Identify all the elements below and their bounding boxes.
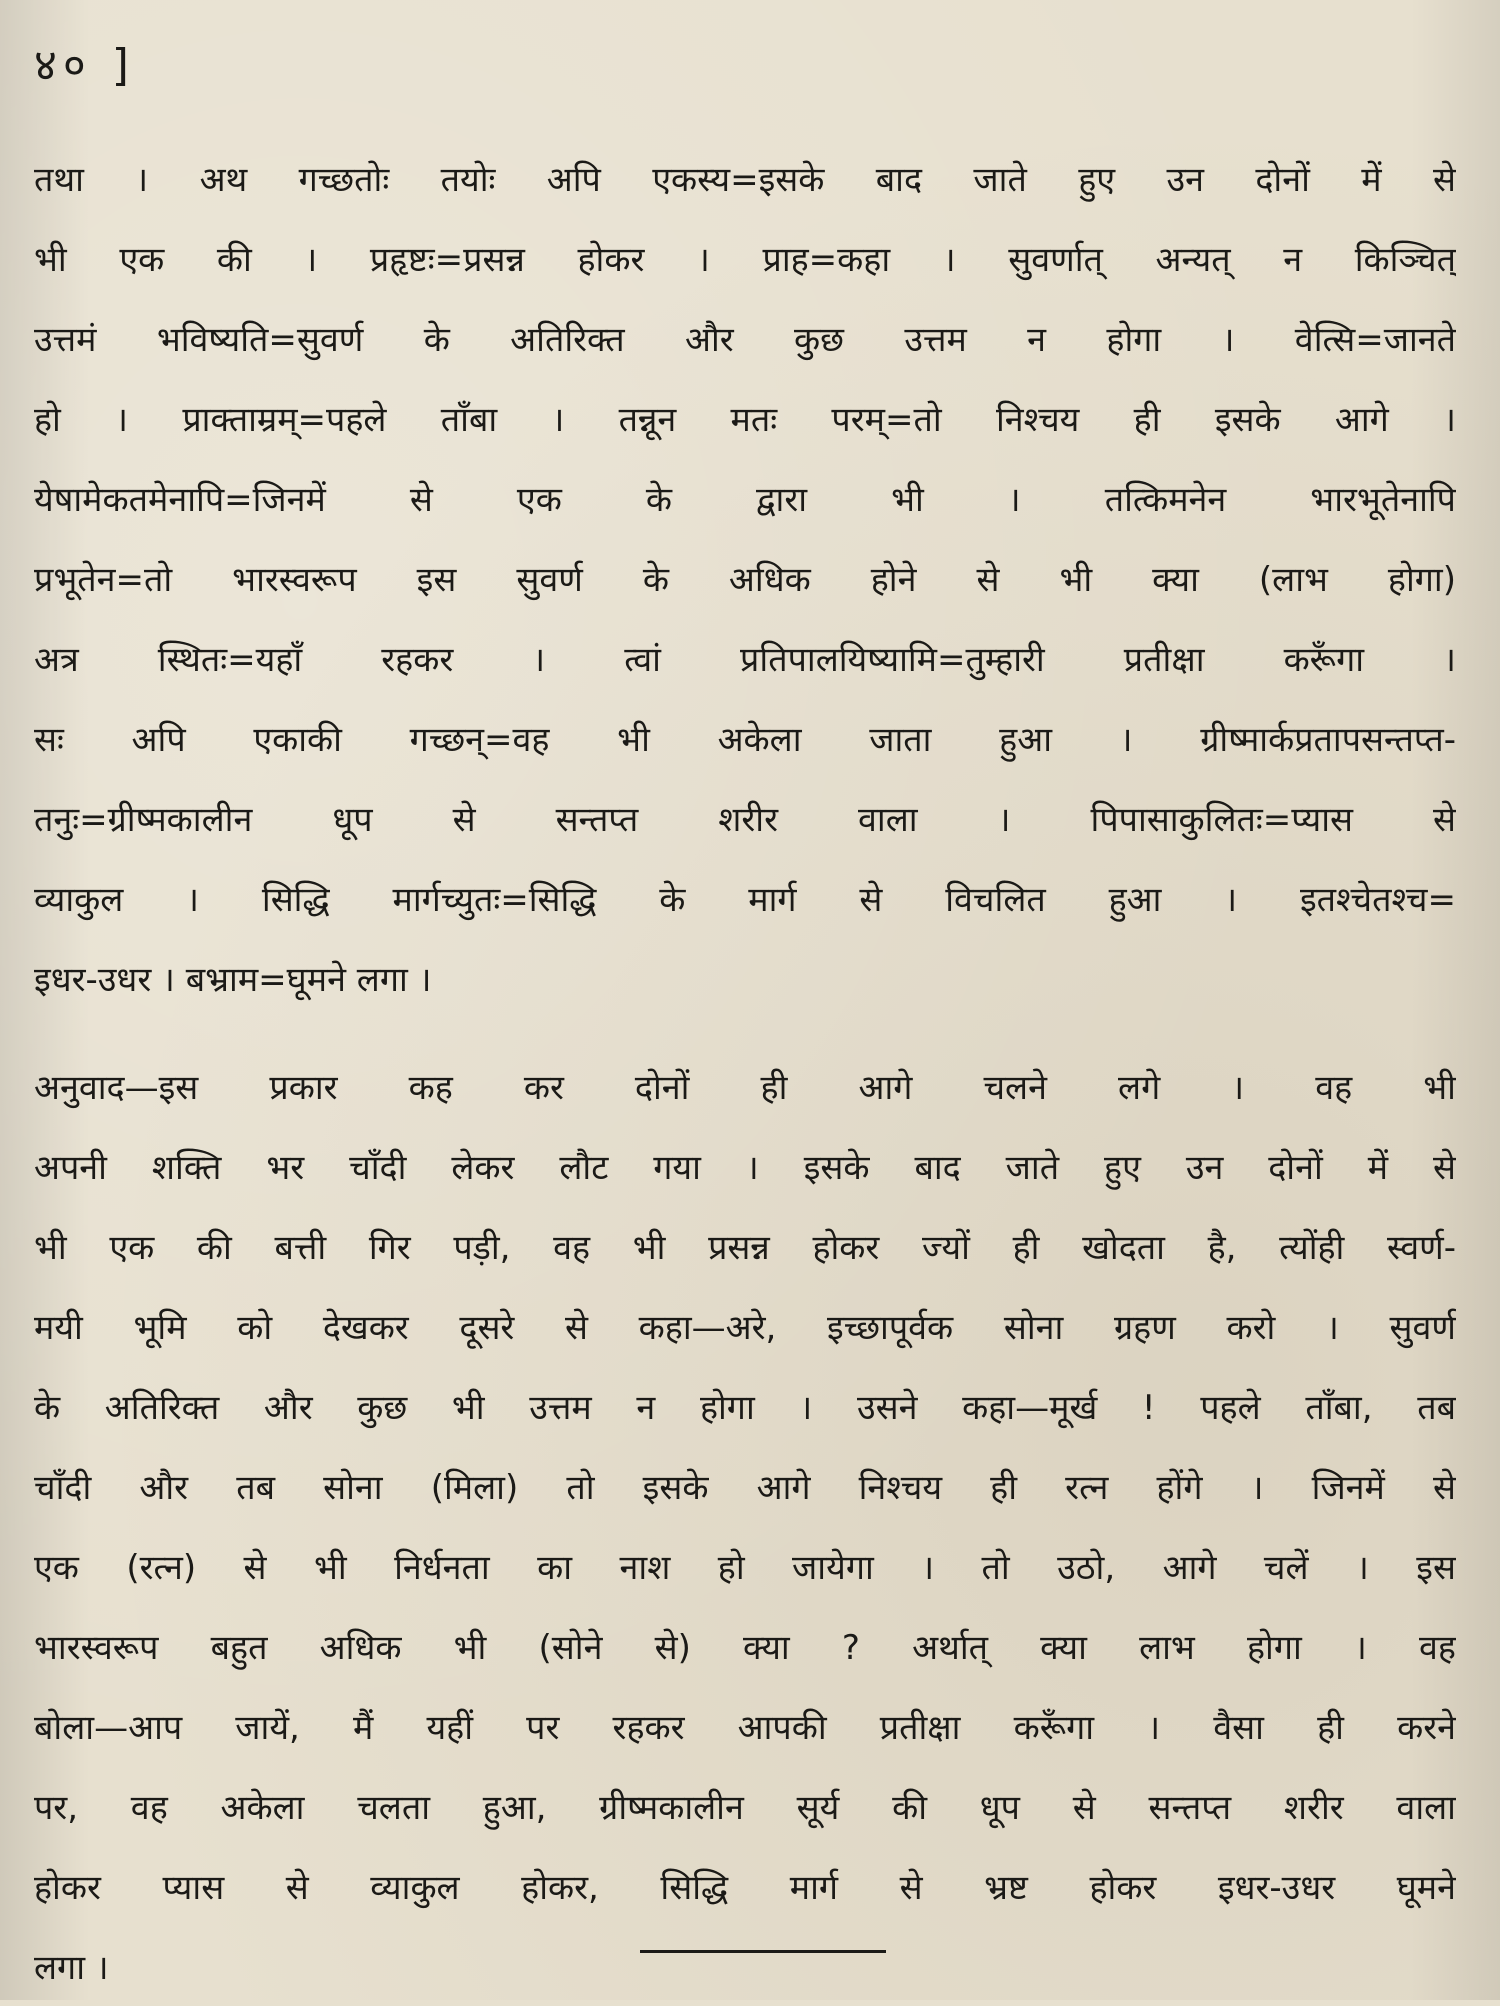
- glossary-line: व्याकुल । सिद्धि मार्गच्युतः=सिद्धि के मार्ग से विचलित हुआ । इतश्चेतश्च=: [34, 880, 1456, 920]
- translation-line: चाँदी और तब सोना (मिला) तो इसके आगे निश्चय ही रत्न होंगे । जिनमें से: [34, 1468, 1456, 1508]
- glossary-line: प्रभूतेन=तो भारस्वरूप इस सुवर्ण के अधिक होने से भी क्या (लाभ होगा): [34, 560, 1456, 600]
- translation-line: लगा ।: [34, 1948, 109, 1988]
- glossary-line: सः अपि एकाकी गच्छन्=वह भी अकेला जाता हुआ । ग्रीष्मार्कप्रतापसन्तप्त-: [34, 720, 1456, 760]
- translation-line: मयी भूमि को देखकर दूसरे से कहा—अरे, इच्छापूर्वक सोना ग्रहण करो । सुवर्ण: [34, 1308, 1456, 1348]
- glossary-line: येषामेकतमेनापि=जिनमें से एक के द्वारा भी । तत्किमनेन भारभूतेनापि: [34, 480, 1456, 520]
- section-divider: [640, 1950, 886, 1953]
- glossary-line: तनुः=ग्रीष्मकालीन धूप से सन्तप्त शरीर वाला । पिपासाकुलितः=प्यास से: [34, 800, 1456, 840]
- translation-line: भारस्वरूप बहुत अधिक भी (सोने से) क्या ? अर्थात् क्या लाभ होगा । वह: [34, 1628, 1456, 1668]
- translation-line: अपनी शक्ति भर चाँदी लेकर लौट गया । इसके बाद जाते हुए उन दोनों में से: [34, 1148, 1456, 1188]
- translation-line: होकर प्यास से व्याकुल होकर, सिद्धि मार्ग से भ्रष्ट होकर इधर-उधर घूमने: [34, 1868, 1456, 1908]
- translation-line: बोला—आप जायें, मैं यहीं पर रहकर आपकी प्रतीक्षा करूँगा । वैसा ही करने: [34, 1708, 1456, 1748]
- glossary-line: तथा । अथ गच्छतोः तयोः अपि एकस्य=इसके बाद जाते हुए उन दोनों में से: [34, 160, 1456, 200]
- glossary-line: उत्तमं भविष्यति=सुवर्ण के अतिरिक्त और कुछ उत्तम न होगा । वेत्सि=जानते: [34, 320, 1456, 360]
- translation-line: भी एक की बत्ती गिर पड़ी, वह भी प्रसन्न होकर ज्यों ही खोदता है, त्योंही स्वर्ण-: [34, 1228, 1456, 1268]
- translation-line: पर, वह अकेला चलता हुआ, ग्रीष्मकालीन सूर्य की धूप से सन्तप्त शरीर वाला: [34, 1788, 1456, 1828]
- glossary-line: हो । प्राक्ताम्रम्=पहले ताँबा । तन्नून मतः परम्=तो निश्चय ही इसके आगे ।: [34, 400, 1456, 440]
- translation-line: अनुवाद—इस प्रकार कह कर दोनों ही आगे चलने लगे । वह भी: [34, 1068, 1456, 1108]
- page-number: ४० ]: [34, 40, 135, 91]
- glossary-line: भी एक की । प्रहृष्टः=प्रसन्न होकर । प्राह=कहा । सुवर्णात् अन्यत् न किञ्चित्: [34, 240, 1456, 280]
- translation-line: एक (रत्न) से भी निर्धनता का नाश हो जायेगा । तो उठो, आगे चलें । इस: [34, 1548, 1456, 1588]
- translation-line: के अतिरिक्त और कुछ भी उत्तम न होगा । उसने कहा—मूर्ख ! पहले ताँबा, तब: [34, 1388, 1456, 1428]
- glossary-line: अत्र स्थितः=यहाँ रहकर । त्वां प्रतिपालयिष्यामि=तुम्हारी प्रतीक्षा करूँगा ।: [34, 640, 1456, 680]
- glossary-line: इधर-उधर । बभ्राम=घूमने लगा ।: [34, 960, 432, 1000]
